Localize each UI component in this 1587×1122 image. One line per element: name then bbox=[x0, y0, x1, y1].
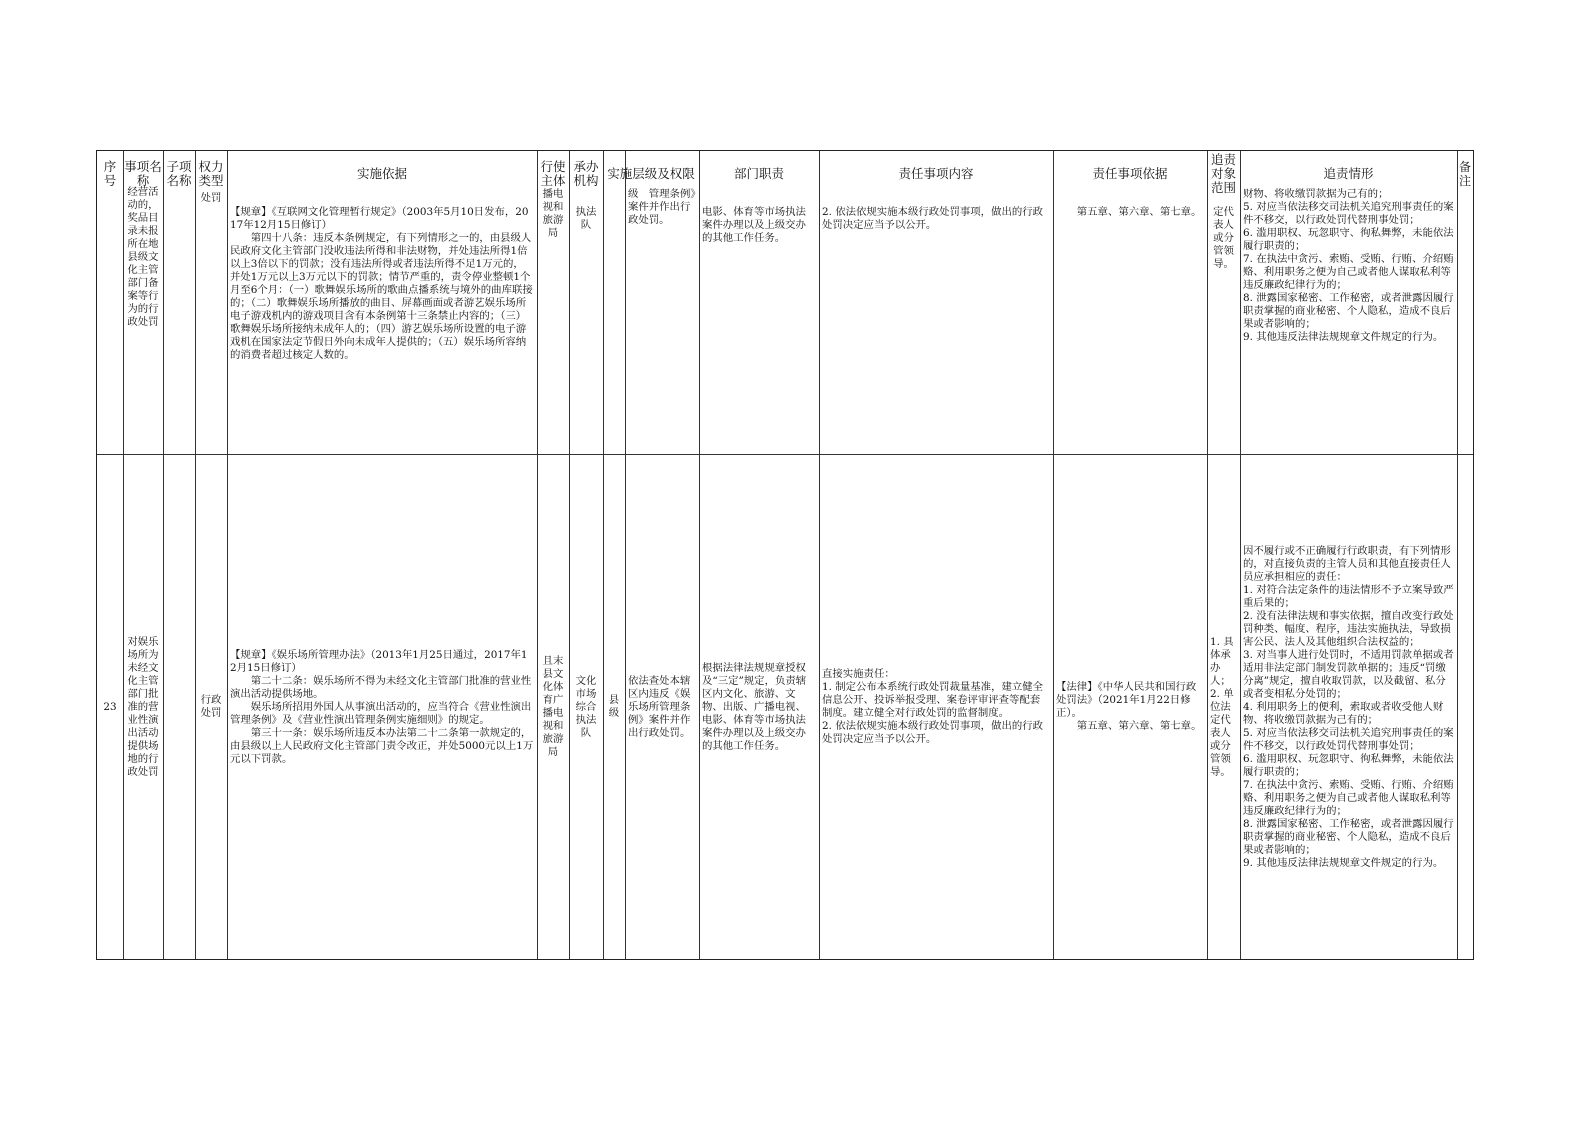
basis-paragraph: 【规章】《娱乐场所管理办法》（2013年1月25日通过，2017年12月15日修订） bbox=[230, 648, 528, 674]
situation-item: 财物、将收缴罚款据为己有的； bbox=[1243, 188, 1389, 200]
situation-item: 8. 泄露国家秘密、工作秘密，或者泄露因履行职责掌握的商业秘密、个人隐私，造成不良后果或者影响的； bbox=[1243, 817, 1454, 856]
situation-item: 4. 利用职务上的便利，索取或者收受他人财物、将收缴罚款据为己有的； bbox=[1243, 700, 1444, 726]
situation-item: 因不履行或不正确履行行政职责，有下列情形的，对直接负责的主管人员和其他直接责任人员应承担相应的责任： bbox=[1243, 544, 1451, 583]
header-item-name: 事项名称 bbox=[124, 159, 162, 188]
resp-basis-text: 第五章、第六章、第七章。 bbox=[1056, 206, 1202, 218]
header-duty: 部门职责 bbox=[733, 166, 784, 181]
header-remark: 备注 bbox=[1458, 160, 1471, 188]
subject-cell: 且末县文化体育广播电视和旅游局 bbox=[542, 655, 564, 758]
org-cell: 执法队 bbox=[575, 206, 597, 231]
resp-content-cell bbox=[819, 455, 1053, 959]
resp-content-text: 直接实施责任： 1. 制定公布本系统行政处罚裁量基准，建立健全信息公开、投诉举报受理、案卷评审评查等配套制度。建立健全对行政处罚的监督制度。 2. 依法依规实施本级行政处罚事项，做出的行政处罚决定应当予以公开。 bbox=[822, 668, 1044, 745]
item-name-cell: 经营活动的，奖品目录未报所在地县级文化主管部门备案等行为的行政处罚 bbox=[127, 186, 159, 328]
situation-item: 2. 没有法律法规和事实依据，擅自改变行政处罚种类、幅度、程序，违法实施执法，导致损害公民、法人及其他组织合法权益的； bbox=[1243, 609, 1454, 648]
org-cell: 文化市场综合执法队 bbox=[575, 674, 597, 739]
situation-cell bbox=[1240, 455, 1457, 959]
scope-cell: 定代表人或分管领导。 bbox=[1213, 206, 1234, 270]
header-seq: 序号 bbox=[103, 159, 117, 188]
col-divider bbox=[1457, 151, 1458, 959]
duty-cell: 根据法律法规规章授权及“三定”规定，负责辖区内文化、旅游、文物、出版、广播电视、电影、体育等市场执法案件办理以及上级交办的其他工作任务。 bbox=[702, 661, 807, 752]
header-power-type: 权力类型 bbox=[198, 159, 224, 188]
power-type-cell: 行政处罚 bbox=[200, 694, 222, 719]
seq-cell: 23 bbox=[103, 700, 117, 713]
situation-item: 5. 对应当依法移交司法机关追究刑事责任的案件不移交，以行政处罚代替刑事处罚； bbox=[1243, 201, 1454, 226]
resp-basis-text: 【法律】《中华人民共和国行政处罚法》（2021年1月22日修正）。 第五章、第六章、第七章。 bbox=[1056, 681, 1202, 732]
situation-item: 6. 滥用职权、玩忽职守、徇私舞弊，未能依法履行职责的； bbox=[1243, 227, 1454, 252]
resp-basis-cell bbox=[1053, 205, 1207, 453]
subject-cell: 播电视和旅游局 bbox=[542, 188, 564, 239]
basis-paragraph: 娱乐场所招用外国人从事演出活动的，应当符合《营业性演出管理条例》及《营业性演出管理条例实施细则》的规定。 bbox=[230, 700, 532, 726]
basis-paragraph: 第二十二条：娱乐场所不得为未经文化主管部门批准的营业性演出活动提供场地。 bbox=[230, 674, 532, 700]
header-resp-basis: 责任事项依据 bbox=[1092, 166, 1168, 181]
situation-cell bbox=[1240, 187, 1457, 453]
situation-item: 8. 泄露国家秘密、工作秘密，或者泄露因履行职责掌握的商业秘密、个人隐私，造成不良后果或者影响的； bbox=[1243, 292, 1454, 330]
header-level: 实施层级及权限 bbox=[607, 166, 695, 181]
resp-content-text: 2. 依法依规实施本级行政处罚事项，做出的行政处罚决定应当予以公开。 bbox=[822, 206, 1044, 231]
scope-text: 1. 具体承办人； 2. 单位法定代表人或分管领导。 bbox=[1210, 635, 1234, 778]
situation-item: 9. 其他违反法律法规规章文件规定的行为。 bbox=[1243, 331, 1444, 343]
header-org: 承办机构 bbox=[573, 159, 599, 188]
basis-cell bbox=[227, 455, 537, 959]
basis-paragraph: 第三十一条：娱乐场所违反本办法第二十二条第一款规定的，由县级以上人民政府文化主管部门责令改正，并处5000元以上1万元以下罚款。 bbox=[230, 726, 534, 765]
situation-item: 3. 对当事人进行处罚时，不适用罚款单据或者适用非法定部门制发罚款单据的；违反“罚缴分离”规定，擅自收取罚款，以及截留、私分或者变相私分处罚的； bbox=[1243, 648, 1454, 700]
situation-item: 6. 滥用职权、玩忽职守、徇私舞弊，未能依法履行职责的； bbox=[1243, 752, 1454, 778]
scope-cell bbox=[1207, 455, 1240, 959]
level-cell: 依法查处本辖区内违反《娱乐场所管理条例》案件并作出行政处罚。 bbox=[628, 674, 691, 739]
header-basis: 实施依据 bbox=[356, 166, 407, 181]
basis-cell bbox=[227, 205, 537, 453]
situation-item: 7. 在执法中贪污、索贿、受贿、行贿、介绍贿赂、利用职务之便为自己或者他人谋取私利等违反廉政纪律行为的； bbox=[1243, 253, 1454, 291]
header-scope: 追责对象范围 bbox=[1210, 152, 1236, 195]
responsibility-table bbox=[96, 150, 1474, 960]
basis-paragraph: 【规章】《互联网文化管理暂行规定》（2003年5月10日发布，2017年12月15日修订） bbox=[230, 206, 529, 231]
header-situation: 追责情形 bbox=[1323, 166, 1374, 181]
situation-item: 7. 在执法中贪污、索贿、受贿、行贿、介绍贿赂、利用职务之便为自己或者他人谋取私利等违反廉政纪律行为的； bbox=[1243, 778, 1454, 817]
header-sub-name: 子项名称 bbox=[166, 159, 192, 188]
power-type-cell: 处罚 bbox=[200, 192, 222, 204]
resp-basis-cell bbox=[1053, 455, 1207, 959]
col-divider bbox=[163, 151, 164, 959]
situation-item: 9. 其他违反法律法规规章文件规定的行为。 bbox=[1243, 856, 1444, 869]
duty-cell: 电影、体育等市场执法案件办理以及上级交办的其他工作任务。 bbox=[702, 206, 806, 244]
item-name-cell: 对娱乐场所为未经文化主管部门批准的营业性演出活动提供场地的行政处罚 bbox=[127, 635, 159, 778]
situation-item: 1. 对符合法定条件的违法情形不予立案导致严重后果的； bbox=[1243, 583, 1454, 609]
basis-paragraph: 第四十八条：违反本条例规定，有下列情形之一的，由县级人民政府文化主管部门没收违法所得和非法财物，并处违法所得1倍以上3倍以下的罚款；没有违法所得或者违法所得不足1万元的，并处1万元以上3万元以下的罚款；情节严重的，责令停业整顿1个月至6个月：（一）歌舞娱乐场所的歌曲点播系统与境外的曲库联接的；（二）歌舞娱乐场所播放的曲目、屏幕画面或者游艺娱乐场所电子游戏机内的游戏项目含有本条例第十三条禁止内容的；（三）歌舞娱乐场所接纳未成年人的；（四）游艺娱乐场所设置的电子游戏机在国家法定节假日外向未成年人提供的；（五）娱乐场所容纳的消费者超过核定人数的。 bbox=[230, 232, 533, 361]
level-cell: 级 管理条例》案件并作出行政处罚。 bbox=[628, 188, 696, 226]
level-tier-cell: 县级 bbox=[608, 694, 620, 719]
situation-item: 5. 对应当依法移交司法机关追究刑事责任的案件不移交，以行政处罚代替刑事处罚； bbox=[1243, 726, 1454, 752]
resp-content-cell bbox=[819, 205, 1053, 453]
header-resp-content: 责任事项内容 bbox=[898, 166, 974, 181]
header-subject: 行使主体 bbox=[540, 159, 566, 188]
